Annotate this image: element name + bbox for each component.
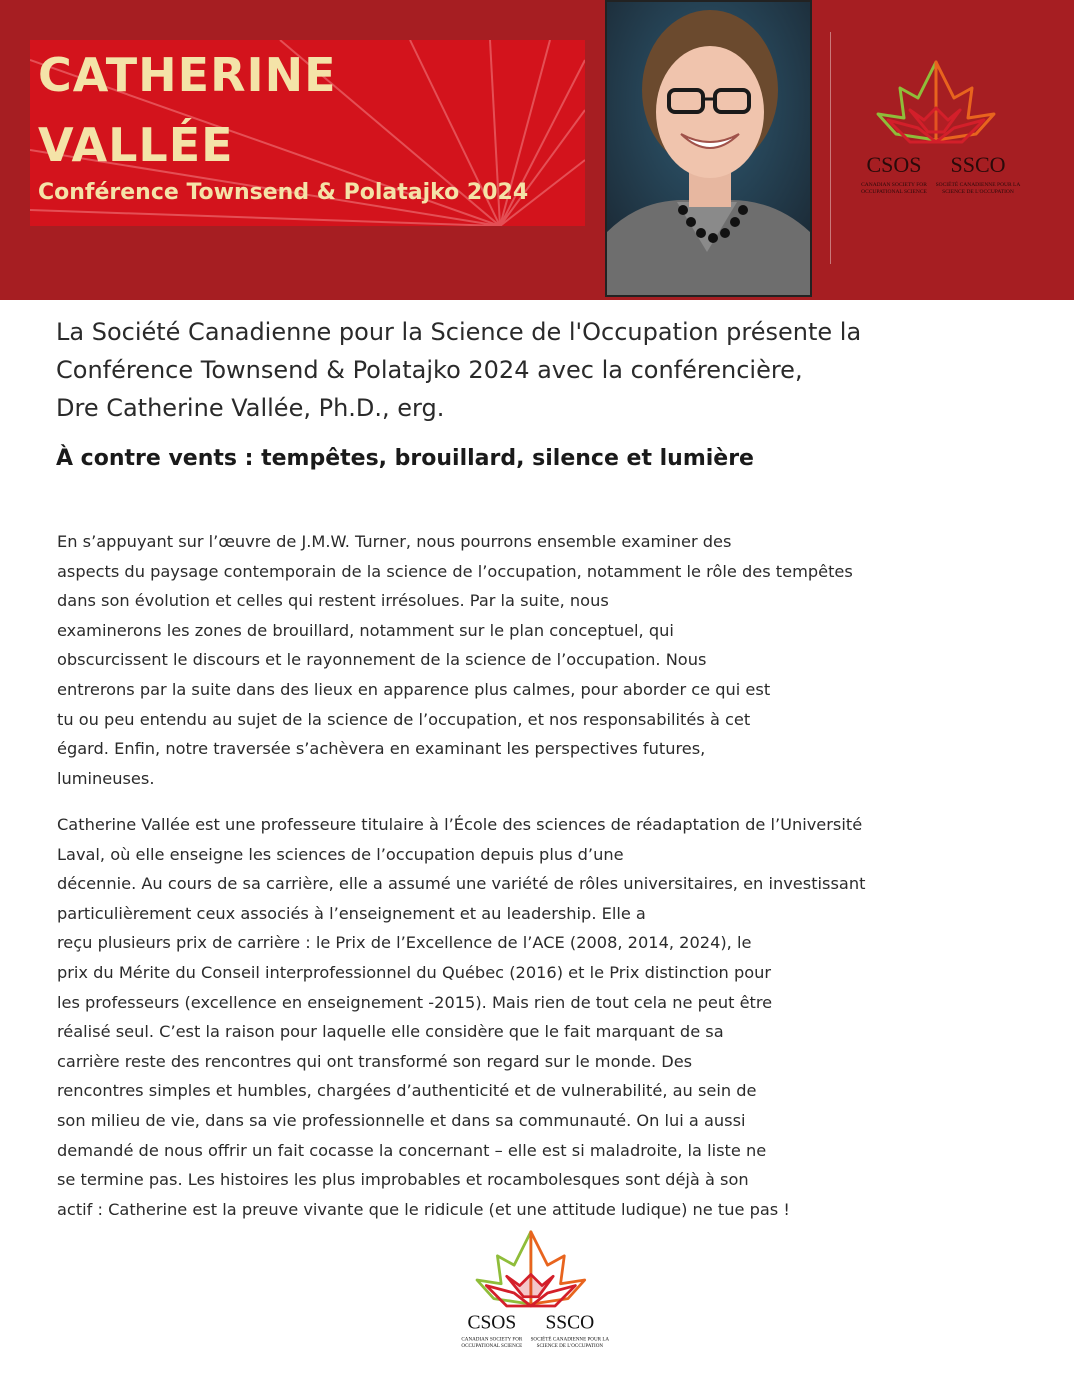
speaker-last-name: VALLÉE bbox=[38, 118, 234, 172]
abstract-line: examinerons les zones de brouillard, notamment sur le plan conceptuel, qui bbox=[57, 620, 674, 640]
logo-name-fr-2: SCIENCE DE L'OCCUPATION bbox=[942, 189, 1014, 195]
bio-line: prix du Mérite du Conseil interprofessionnel du Québec (2016) et le Prix distinction pour bbox=[57, 962, 772, 982]
title-box bbox=[30, 40, 585, 226]
logo-name-en-1: CANADIAN SOCIETY FOR bbox=[861, 182, 927, 188]
bio-paragraph bbox=[57, 810, 957, 1224]
bio-line: reçu plusieurs prix de carrière : le Prix de l’Excellence de l’ACE (2008, 2014, 2024), le bbox=[57, 933, 752, 953]
intro-line: Conférence Townsend & Polatajko 2024 avec la conférencière, bbox=[56, 356, 803, 384]
footer-name-fr-2: SCIENCE DE L'OCCUPATION bbox=[536, 1342, 604, 1349]
bio-line: Catherine Vallée est une professeure titulaire à l’École des sciences de réadaptation de l’Université bbox=[57, 815, 863, 834]
logo-name-fr-1: SOCIÉTÉ CANADIENNE POUR LA bbox=[935, 182, 1021, 188]
footer-name-en-1: CANADIAN SOCIETY FOR bbox=[461, 1336, 523, 1343]
conference-subtitle: Conférence Townsend & Polatajko 2024 bbox=[38, 180, 529, 205]
bio-line: Laval, où elle enseigne les sciences de l’occupation depuis plus d’une bbox=[57, 844, 624, 864]
bio-line: son milieu de vie, dans sa vie professionnelle et dans sa communauté. On lui a aussi bbox=[57, 1110, 746, 1130]
bio-line: décennie. Au cours de sa carrière, elle a assumé une variété de rôles universitaires, en investissant bbox=[57, 874, 866, 894]
speaker-photo bbox=[605, 0, 812, 297]
intro-line: La Société Canadienne pour la Science de l'Occupation présente la bbox=[56, 318, 862, 346]
logo-acronym-en: CSOS bbox=[866, 152, 922, 177]
footer-acronym-en: CSOS bbox=[467, 1312, 517, 1334]
csos-ssco-logo-footer bbox=[447, 1228, 637, 1358]
abstract-line: obscurcissent le discours et le rayonnement de la science de l’occupation. Nous bbox=[57, 650, 707, 670]
abstract-line: lumineuses. bbox=[57, 768, 155, 788]
header-divider bbox=[830, 32, 831, 264]
logo-acronym-fr: SSCO bbox=[950, 152, 1006, 177]
footer-acronym-fr: SSCO bbox=[545, 1312, 595, 1334]
intro-line: Dre Catherine Vallée, Ph.D., erg. bbox=[56, 394, 445, 422]
csos-ssco-logo bbox=[848, 58, 1048, 208]
abstract-line: entrerons par la suite dans des lieux en apparence plus calmes, pour aborder ce qui est bbox=[57, 679, 771, 699]
abstract-line: égard. Enfin, notre traversée s’achèvera en examinant les perspectives futures, bbox=[57, 739, 706, 759]
logo-name-en-2: OCCUPATIONAL SCIENCE bbox=[861, 189, 927, 195]
abstract-line: aspects du paysage contemporain de la science de l’occupation, notamment le rôle des tempêtes bbox=[57, 561, 853, 581]
intro-statement bbox=[56, 313, 1036, 427]
bio-line: réalisé seul. C’est la raison pour laquelle elle considère que le fait marquant de sa bbox=[57, 1022, 724, 1042]
abstract-line: En s’appuyant sur l’œuvre de J.M.W. Turner, nous pourrons ensemble examiner des bbox=[57, 532, 732, 551]
footer-name-fr-1: SOCIÉTÉ CANADIENNE POUR LA bbox=[530, 1336, 610, 1343]
bio-line: se termine pas. Les histoires les plus improbables et rocambolesques sont déjà à son bbox=[57, 1170, 749, 1190]
abstract-line: tu ou peu entendu au sujet de la science de l’occupation, et nos responsabilités à cet bbox=[57, 709, 751, 729]
bio-line: demandé de nous offrir un fait cocasse la concernant – elle est si maladroite, la liste ne bbox=[57, 1140, 767, 1160]
talk-title: À contre vents : tempêtes, brouillard, silence et lumière bbox=[56, 446, 754, 471]
bio-line: actif : Catherine est la preuve vivante que le ridicule (et une attitude ludique) ne tue pas ! bbox=[57, 1199, 790, 1219]
bio-line: rencontres simples et humbles, chargées d’authenticité et de vulnerabilité, au sein de bbox=[57, 1081, 757, 1101]
header-banner bbox=[0, 0, 1074, 300]
abstract-line: dans son évolution et celles qui restent irrésolues. Par la suite, nous bbox=[57, 591, 609, 611]
abstract-paragraph bbox=[57, 527, 957, 793]
footer-name-en-2: OCCUPATIONAL SCIENCE bbox=[461, 1342, 523, 1349]
bio-line: particulièrement ceux associés à l’enseignement et au leadership. Elle a bbox=[57, 903, 646, 923]
speaker-first-name: CATHERINE bbox=[38, 48, 337, 102]
bio-line: les professeurs (excellence en enseignement -2015). Mais rien de tout cela ne peut être bbox=[57, 992, 773, 1012]
bio-line: carrière reste des rencontres qui ont transformé son regard sur le monde. Des bbox=[57, 1051, 693, 1071]
